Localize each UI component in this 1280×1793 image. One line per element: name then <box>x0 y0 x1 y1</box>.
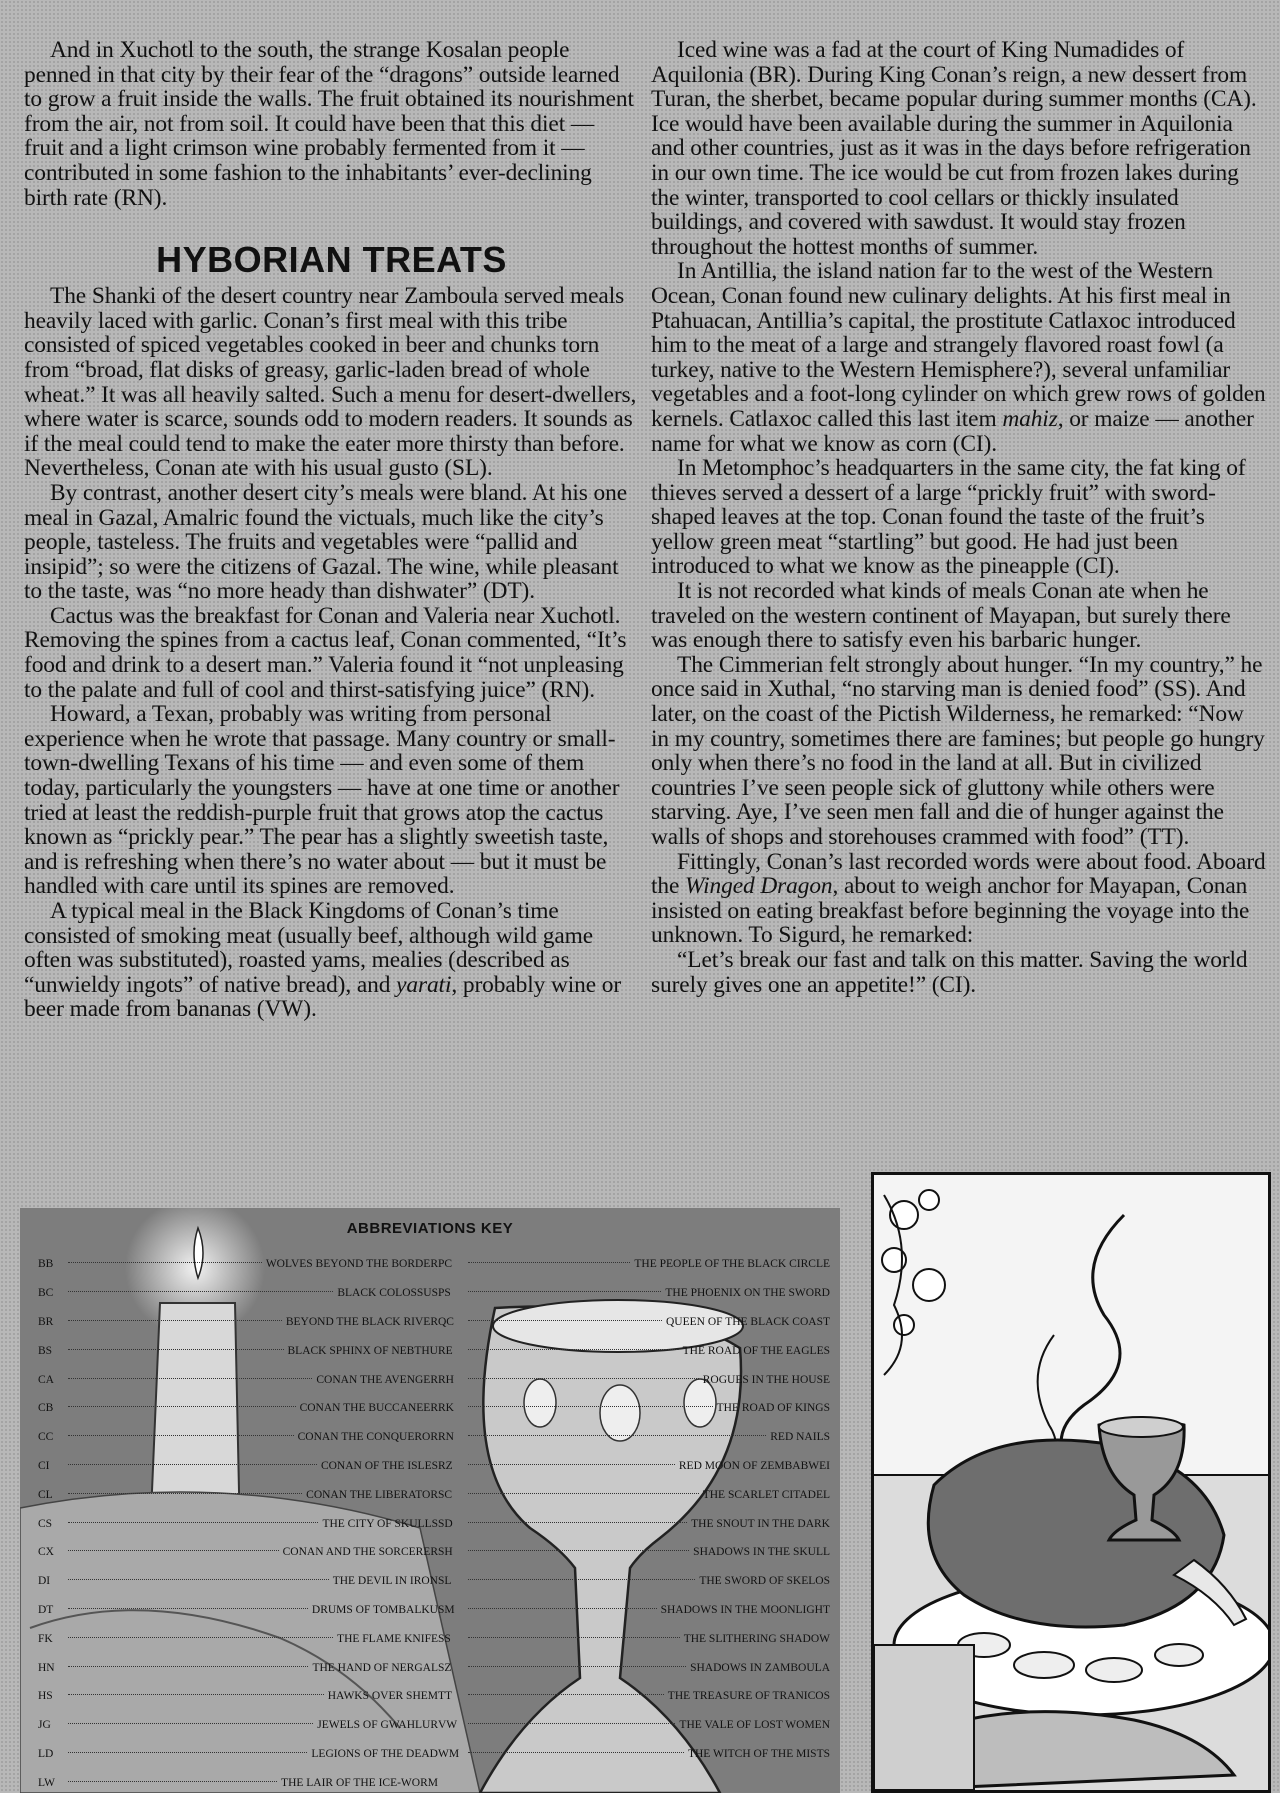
dot-leader <box>68 1781 277 1782</box>
abbreviation-entry <box>438 1489 838 1501</box>
abbreviation-code: RH <box>438 1373 454 1386</box>
dot-leader <box>468 1406 713 1407</box>
dot-leader <box>468 1349 679 1350</box>
abbreviation-code: SH <box>438 1546 453 1559</box>
dot-leader <box>68 1320 282 1321</box>
dot-leader <box>68 1406 296 1407</box>
abbreviation-title: THE HAND OF NERGAL <box>312 1661 438 1674</box>
abbreviation-title: CONAN THE BUCCANEER <box>299 1402 438 1415</box>
abbreviation-title: THE ROAD OF THE EAGLES <box>682 1344 830 1357</box>
abbreviation-entry <box>438 1633 838 1645</box>
dot-leader <box>468 1435 766 1436</box>
abbreviation-entry <box>38 1316 438 1328</box>
abbreviation-code: WM <box>438 1747 460 1760</box>
abbreviation-title: DRUMS OF TOMBALKU <box>311 1603 438 1616</box>
abbreviation-entry <box>38 1345 438 1357</box>
dot-leader <box>468 1262 630 1263</box>
abbreviation-code: CL <box>38 1488 53 1501</box>
abbreviation-title: QUEEN OF THE BLACK COAST <box>666 1315 830 1328</box>
abbreviation-title: CONAN THE LIBERATOR <box>306 1488 438 1501</box>
abbreviation-title: JEWELS OF GWAHLUR <box>317 1719 438 1732</box>
abbreviation-row <box>38 1279 838 1308</box>
abbreviation-title: SHADOWS IN THE SKULL <box>693 1546 830 1559</box>
dot-leader <box>68 1637 333 1638</box>
abbreviation-entry <box>38 1489 438 1501</box>
paragraph-iced-wine: Iced wine was a fad at the court of King Numadides of Aquilonia (BR). During King Conan’s reign, a new dessert from Turan, the sherbet, became popular during summer months (CA). Ice would have been available during the summer in Aquilonia and other countries, just as it was in the days before refrigeration in our own time. The ice would be cut from frozen lakes during the winter, transported to cool cellars or thickly insulated buildings, and covered with sawdust. It would stay frozen throughout the hottest months of summer. <box>651 37 1257 260</box>
right-column <box>651 38 1266 997</box>
abbreviation-code: LD <box>38 1747 54 1760</box>
abbreviation-entry <box>38 1690 438 1702</box>
abbreviation-title: BLACK SPHINX OF NEBTHU <box>287 1344 438 1357</box>
roast-fowl-illustration <box>874 1175 1268 1790</box>
abbreviation-row <box>38 1740 838 1769</box>
paragraph-shanki: The Shanki of the desert country near Zamboula served meals heavily laced with garlic. Conan’s first meal with this tribe consisted of spiced vegetables cooked in beer and chunks torn from “broad, flat disks of greasy, garlic-laden bread of whole wheat.” It was all heavily salted. Such a menu for desert-dwellers, where water is scarce, sounds odd to modern readers. It sounds as if the meal could tend to make the eater more thirsty than before. Nevertheless, Conan ate with his usual gusto (SL). <box>24 283 637 482</box>
abbreviation-title: THE VALE OF LOST WOMEN <box>679 1719 830 1732</box>
abbreviation-entry <box>38 1604 438 1616</box>
feast-illustration <box>871 1172 1271 1793</box>
dot-leader <box>468 1637 680 1638</box>
abbreviation-row <box>38 1653 838 1682</box>
abbreviation-row <box>38 1567 838 1596</box>
abbreviation-entry <box>438 1719 838 1731</box>
abbreviation-row <box>38 1480 838 1509</box>
abbreviation-entry <box>438 1518 838 1530</box>
abbreviation-title: CONAN THE AVENGER <box>316 1373 438 1386</box>
abbreviation-entry <box>438 1402 838 1414</box>
abbreviation-code: HN <box>38 1661 55 1674</box>
dot-leader <box>468 1608 657 1609</box>
abbreviation-row <box>38 1423 838 1452</box>
abbreviation-code: CI <box>38 1459 50 1472</box>
abbreviation-entry <box>438 1690 838 1702</box>
abbreviation-entry <box>438 1662 838 1674</box>
dot-leader <box>68 1522 318 1523</box>
abbreviations-box <box>20 1208 840 1793</box>
abbreviation-entry <box>38 1287 438 1299</box>
abbreviation-code: BC <box>38 1287 54 1300</box>
abbreviation-code: SS <box>438 1632 451 1645</box>
dot-leader <box>68 1464 317 1465</box>
dot-leader <box>468 1522 687 1523</box>
abbreviation-entry <box>438 1575 838 1587</box>
section-heading: HYBORIAN TREATS <box>156 239 507 281</box>
abbreviation-title: RED MOON OF ZEMBABWEI <box>678 1459 830 1472</box>
abbreviation-code: SM <box>438 1603 455 1616</box>
dot-leader <box>468 1291 661 1292</box>
abbreviation-title: THE PEOPLE OF THE BLACK CIRCLE <box>634 1258 830 1271</box>
abbreviation-title: BEYOND THE BLACK RIVER <box>285 1315 438 1328</box>
dot-leader <box>468 1694 664 1695</box>
dot-leader <box>68 1579 329 1580</box>
paragraph-last-words: Fittingly, Conan’s last recorded words were about food. Aboard the Winged Dragon, about to weigh anchor for Mayapan, Conan insisted on eating breakfast before beginning the voyage into the unknown. To Sigurd, he remarked: <box>651 848 1266 949</box>
abbreviation-title: THE WITCH OF THE MISTS <box>687 1747 830 1760</box>
abbreviation-row <box>38 1538 838 1567</box>
abbreviation-title: THE SWORD OF SKELOS <box>699 1575 830 1588</box>
abbreviation-title: THE CITY OF SKULLS <box>322 1517 438 1530</box>
abbreviation-title: WOLVES BEYOND THE BORDER <box>265 1258 438 1271</box>
abbreviation-title: THE TREASURE OF TRANICOS <box>667 1690 830 1703</box>
abbreviations-list <box>38 1250 838 1793</box>
abbreviation-title: RED NAILS <box>770 1431 830 1444</box>
abbreviation-code: SC <box>438 1488 453 1501</box>
dot-leader <box>68 1694 324 1695</box>
abbreviation-title: THE SLITHERING SHADOW <box>683 1632 830 1645</box>
dot-leader <box>468 1579 695 1580</box>
abbreviation-code: TT <box>438 1690 453 1703</box>
paragraph-mayapan: It is not recorded what kinds of meals Conan ate when he traveled on the western continent of Mayapan, but surely there was enough there to satisfy even his barbaric hunger. <box>651 578 1231 654</box>
abbreviation-code: HS <box>38 1690 53 1703</box>
dot-leader <box>68 1262 262 1263</box>
abbreviation-entry <box>438 1316 838 1328</box>
abbreviation-row <box>38 1452 838 1481</box>
abbreviation-row <box>38 1624 838 1653</box>
abbreviation-code: SD <box>438 1517 453 1530</box>
abbreviation-code: CB <box>38 1402 54 1415</box>
dot-leader <box>68 1666 308 1667</box>
abbreviation-code: PS <box>438 1287 451 1300</box>
abbreviation-title: ROGUES IN THE HOUSE <box>702 1373 830 1386</box>
abbreviation-code: VW <box>438 1719 458 1732</box>
dot-leader <box>468 1723 675 1724</box>
abbreviation-entry <box>438 1546 838 1558</box>
paragraph-howard: Howard, a Texan, probably was writing from personal experience when he wrote that passage. Many country or small-town-dwelling Texans of his time — and even some of them today, particularly the youngsters — have at one time or another tried at least the reddish-purple fruit that grows atop the cactus known as “prickly pear.” The pear has a slightly sweetish taste, and is refreshing when there’s no water about — but it must be handled with care until its spines are removed. <box>24 701 620 900</box>
dot-leader <box>468 1666 686 1667</box>
dot-leader <box>68 1550 279 1551</box>
abbreviation-row <box>38 1509 838 1538</box>
abbreviation-title: SHADOWS IN THE MOONLIGHT <box>660 1603 830 1616</box>
dot-leader <box>68 1349 284 1350</box>
abbreviation-title: THE SCARLET CITADEL <box>702 1488 830 1501</box>
abbreviation-title: HAWKS OVER SHEM <box>327 1690 438 1703</box>
abbreviation-code: CS <box>38 1517 53 1530</box>
dot-leader <box>468 1752 684 1753</box>
abbreviation-entry <box>38 1258 438 1270</box>
abbreviation-row <box>38 1711 838 1740</box>
paragraph-hunger: The Cimmerian felt strongly about hunger. “In my country,” he once said in Xuthal, “no starving man is denied food” (SS). And later, on the coast of the Pictish Wilderness, he remarked: “Now in my country, sometimes there are famines; but people go hungry only when there’s no food in the land at all. But in civilized countries I’ve seen people sick of gluttony while others were starving. Aye, I’ve seen men fall and die of hunger against the walls of shops and storehouses crammed with food” (TT). <box>651 651 1265 850</box>
dot-leader <box>468 1378 699 1379</box>
abbreviation-entry <box>38 1374 438 1386</box>
abbreviation-entry <box>438 1431 838 1443</box>
dot-leader <box>68 1608 308 1609</box>
abbreviation-title: CONAN OF THE ISLES <box>320 1459 438 1472</box>
dot-leader <box>68 1378 312 1379</box>
abbreviation-code: BB <box>38 1258 54 1271</box>
abbreviation-entry <box>38 1633 438 1645</box>
abbreviation-code: CA <box>38 1373 54 1386</box>
abbreviations-title: ABBREVIATIONS KEY <box>346 1220 514 1237</box>
abbreviation-code: SL <box>438 1575 452 1588</box>
abbreviation-entry <box>438 1287 838 1299</box>
abbreviation-entry <box>38 1575 438 1587</box>
dot-leader <box>468 1464 675 1465</box>
abbreviation-title: THE SNOUT IN THE DARK <box>691 1517 830 1530</box>
abbreviation-code: LW <box>38 1776 56 1789</box>
abbreviation-entry <box>38 1719 438 1731</box>
abbreviation-title: THE DEVIL IN IRON <box>332 1575 438 1588</box>
abbreviation-title: SHADOWS IN ZAMBOULA <box>690 1661 830 1674</box>
paragraph-cactus: Cactus was the breakfast for Conan and Valeria near Xuchotl. Removing the spines from a cactus leaf, Conan commented, “It’s food and drink to a desert man.” Valeria found it “not unpleasing to the palate and full of cool and thirst-satisfying juice” (RN). <box>24 602 627 703</box>
abbreviation-code: DI <box>38 1575 51 1588</box>
abbreviation-code: RN <box>438 1431 454 1444</box>
paragraph-black-kingdoms: A typical meal in the Black Kingdoms of Conan’s time consisted of smoking meat (usually beef, although wild game often was substituted), roasted yams, mealies (described as “unwieldy ingots” of native bread), and yarati, probably wine or beer made from bananas (VW). <box>24 898 622 1023</box>
abbreviation-entry <box>38 1748 438 1760</box>
abbreviation-code: RE <box>438 1344 453 1357</box>
abbreviation-entry <box>38 1460 438 1472</box>
abbreviation-entry <box>438 1460 838 1472</box>
dot-leader <box>68 1723 313 1724</box>
abbreviation-code: FK <box>38 1632 53 1645</box>
paragraph-quote: “Let’s break our fast and talk on this matter. Saving the world surely gives one an appetite!” (CI). <box>651 946 1248 998</box>
paragraph-antillia: In Antillia, the island nation far to the west of the Western Ocean, Conan found new culinary delights. At his first meal in Ptahuacan, Antillia’s capital, the prostitute Catlaxoc introduced him to the meat of a large and strangely flavored roast fowl (a turkey, native to the Western Hemisphere?), several unfamiliar vegetables and a foot-long cylinder on which grew rows of golden kernels. Catlaxoc called this last item mahiz, or maize — another name for what we know as corn (CI). <box>651 258 1266 457</box>
abbreviation-entry <box>38 1546 438 1558</box>
abbreviation-entry <box>438 1748 838 1760</box>
abbreviation-title: THE PHOENIX ON THE SWORD <box>665 1287 830 1300</box>
abbreviation-code: CC <box>38 1431 54 1444</box>
abbreviation-title: CONAN AND THE SORCERER <box>282 1546 438 1559</box>
abbreviation-title: LEGIONS OF THE DEAD <box>311 1747 438 1760</box>
abbreviation-code: PC <box>438 1258 453 1271</box>
abbreviation-entry <box>38 1402 438 1414</box>
abbreviation-entry <box>38 1518 438 1530</box>
abbreviation-code: CX <box>38 1546 54 1559</box>
abbreviation-title: CONAN THE CONQUEROR <box>297 1431 438 1444</box>
dot-leader <box>68 1291 333 1292</box>
abbreviation-title: THE ROAD OF KINGS <box>716 1402 830 1415</box>
abbreviation-row <box>38 1365 838 1394</box>
dot-leader <box>68 1752 307 1753</box>
abbreviation-entry <box>38 1431 438 1443</box>
abbreviation-title: THE LAIR OF THE ICE-WORM <box>281 1776 438 1789</box>
paragraph-metomphoc: In Metomphoc’s headquarters in the same city, the fat king of thieves served a dessert of a large “prickly fruit” with sword-shaped leaves at the top. Conan found the taste of the fruit’s yellow green meat “startling” but good. He had just been introduced to what we know as the pineapple (CI). <box>651 455 1246 580</box>
abbreviation-row <box>38 1308 838 1337</box>
abbreviation-row <box>38 1394 838 1423</box>
abbreviation-code: JG <box>38 1719 51 1732</box>
abbreviation-row <box>38 1336 838 1365</box>
paragraph-gazal: By contrast, another desert city’s meals were bland. At his one meal in Gazal, Amalric found the victuals, much like the city’s people, tasteless. The fruits and vegetables were “pallid and insipid”; so were the citizens of Gazal. The wine, while pleasant to the taste, was “no more heady than dishwater” (DT). <box>24 479 628 605</box>
abbreviation-entry <box>438 1374 838 1386</box>
abbreviation-code: RZ <box>438 1459 453 1472</box>
abbreviation-code: BR <box>38 1315 54 1328</box>
dot-leader <box>468 1550 689 1551</box>
abbreviation-entry <box>438 1604 838 1616</box>
abbreviation-code: RK <box>438 1402 454 1415</box>
dot-leader <box>468 1493 699 1494</box>
abbreviation-title: THE FLAME KNIFE <box>337 1632 438 1645</box>
abbreviation-entry <box>438 1258 838 1270</box>
abbreviation-row <box>38 1768 838 1793</box>
dot-leader <box>68 1435 294 1436</box>
abbreviation-code: SZ <box>438 1661 452 1674</box>
abbreviation-entry <box>38 1777 438 1789</box>
intro-paragraph: And in Xuchotl to the south, the strange Kosalan people penned in that city by their fear of the “dragons” outside learned to grow a fruit inside the walls. The fruit obtained its nourishment from the air, not from soil. It could have been that this diet — fruit and a light crimson wine probably fermented from it — contributed in some fashion to the inhabitants’ ever-declining birth rate (RN). <box>24 37 634 211</box>
abbreviation-code: QC <box>438 1315 454 1328</box>
dot-leader <box>68 1493 302 1494</box>
left-column <box>24 38 639 1022</box>
abbreviation-code: DT <box>38 1603 54 1616</box>
abbreviation-entry <box>38 1662 438 1674</box>
abbreviation-title: BLACK COLOSSUS <box>337 1287 438 1300</box>
abbreviation-entry <box>438 1345 838 1357</box>
abbreviation-row <box>38 1682 838 1711</box>
abbreviation-code: BS <box>38 1344 53 1357</box>
dot-leader <box>468 1320 662 1321</box>
abbreviation-row <box>38 1250 838 1279</box>
abbreviation-row <box>38 1596 838 1625</box>
